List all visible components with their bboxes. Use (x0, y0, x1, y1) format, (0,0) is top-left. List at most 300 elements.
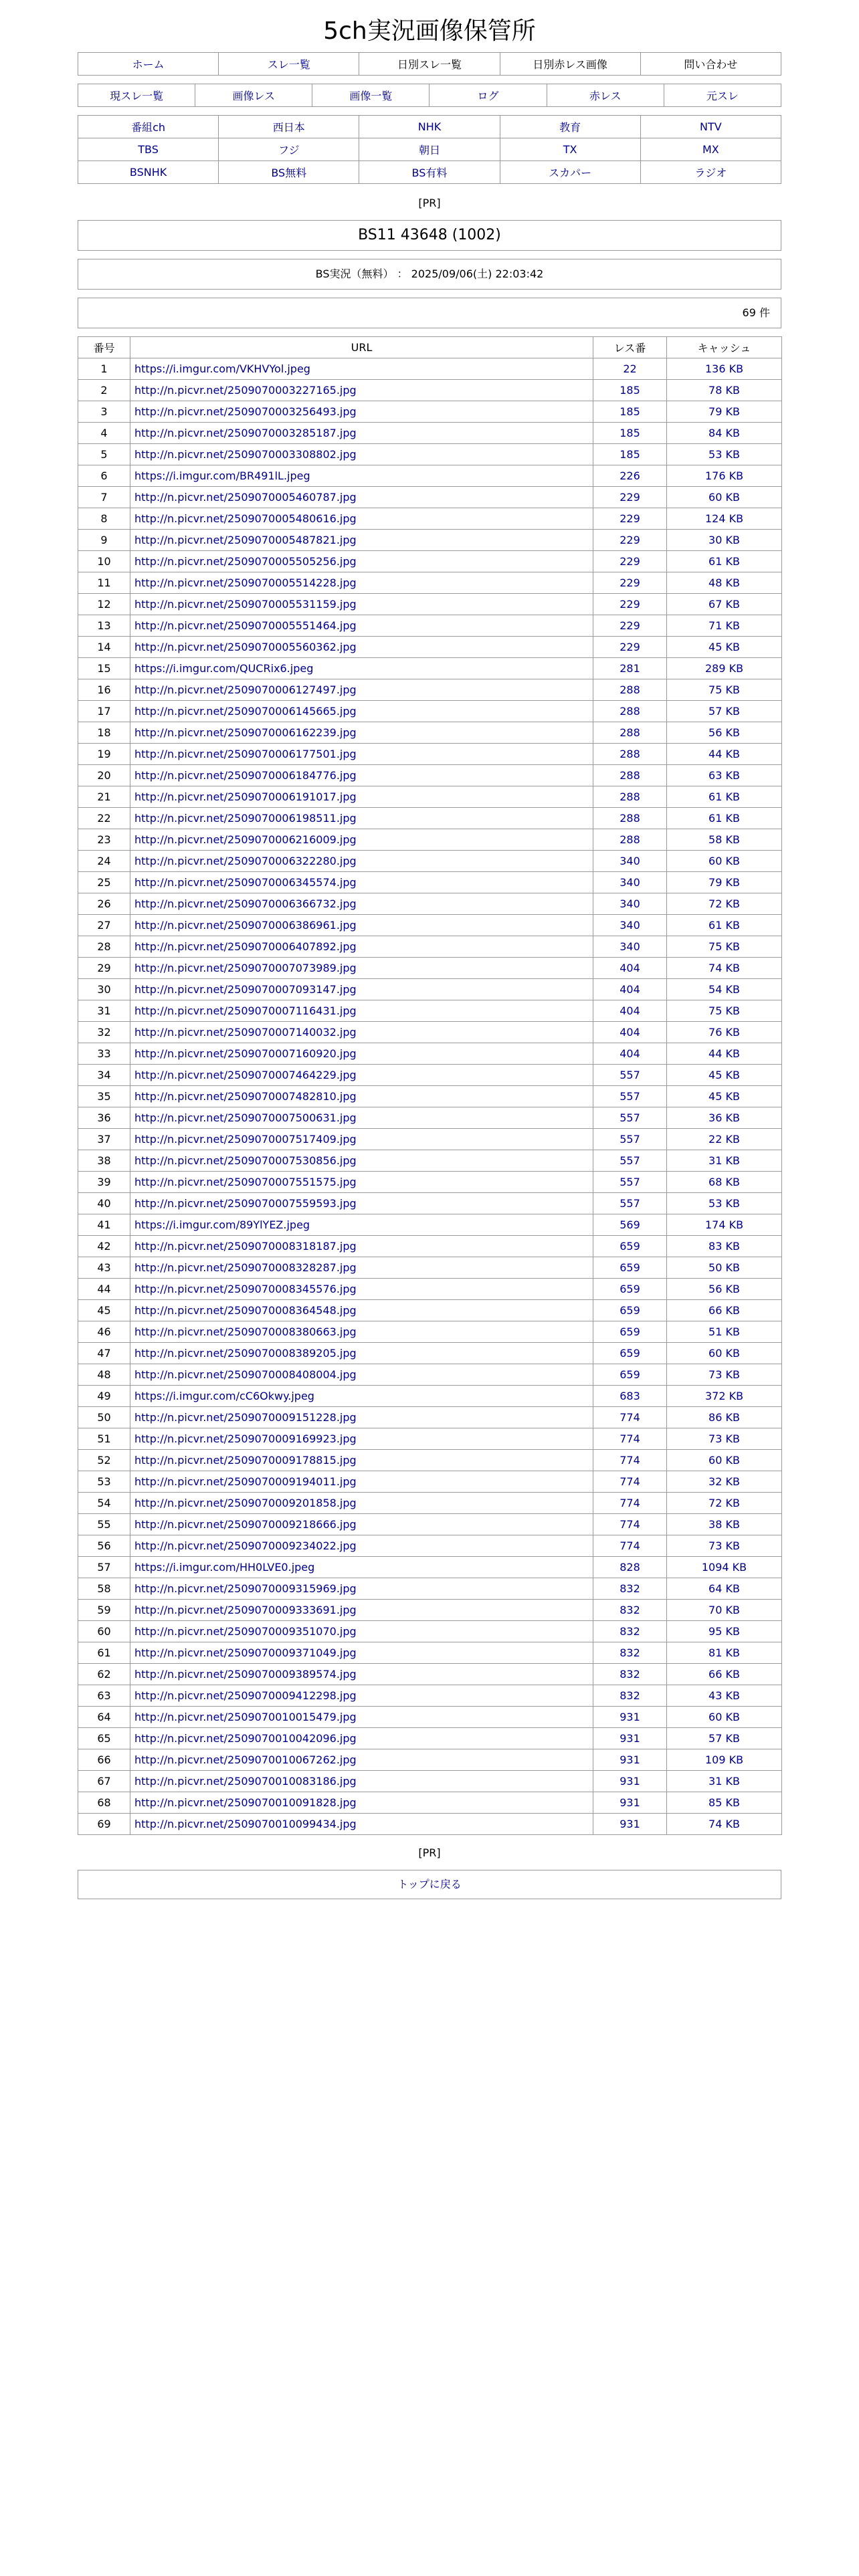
res-number-link[interactable]: 404 (619, 983, 640, 996)
channel-link[interactable]: TX (563, 143, 577, 156)
cache-link[interactable]: 85 KB (708, 1796, 740, 1809)
image-url-link[interactable]: http://n.picvr.net/2509070007482810.jpg (134, 1090, 357, 1103)
cache-link[interactable]: 31 KB (708, 1775, 740, 1788)
row-cache-cell (667, 936, 782, 958)
image-url-link[interactable]: http://n.picvr.net/2509070009333691.jpg (134, 1604, 357, 1616)
res-number-link[interactable]: 340 (619, 940, 640, 953)
secondary-nav-link[interactable]: 現スレ一覧 (110, 90, 164, 102)
image-url-link[interactable]: http://n.picvr.net/2509070009178815.jpg (134, 1454, 357, 1467)
res-number-link[interactable]: 832 (619, 1689, 640, 1702)
cache-link[interactable]: 74 KB (708, 962, 740, 974)
image-url-link[interactable]: http://n.picvr.net/2509070007116431.jpg (134, 1004, 357, 1017)
cache-link[interactable]: 66 KB (708, 1668, 740, 1681)
row-res-cell (593, 765, 667, 786)
cache-link[interactable]: 68 KB (708, 1176, 740, 1188)
cache-link[interactable]: 53 KB (708, 1197, 740, 1210)
image-url-link[interactable]: http://n.picvr.net/2509070010042096.jpg (134, 1732, 357, 1745)
image-url-link[interactable]: http://n.picvr.net/2509070009194011.jpg (134, 1475, 357, 1488)
res-number-link[interactable]: 288 (619, 748, 640, 760)
res-number-link[interactable]: 832 (619, 1668, 640, 1681)
res-number-link[interactable]: 828 (619, 1561, 640, 1574)
channel-link[interactable]: TBS (138, 143, 159, 156)
image-url-link[interactable]: http://n.picvr.net/2509070006145665.jpg (134, 705, 357, 718)
secondary-nav-link[interactable]: 画像一覧 (349, 90, 393, 102)
row-url-cell (130, 1428, 593, 1450)
cache-link[interactable]: 31 KB (708, 1154, 740, 1167)
image-url-link[interactable]: http://n.picvr.net/2509070010083186.jpg (134, 1775, 357, 1788)
row-res-cell (593, 936, 667, 958)
image-url-link[interactable]: http://n.picvr.net/2509070008328287.jpg (134, 1261, 357, 1274)
res-number-link[interactable]: 659 (619, 1261, 640, 1274)
res-number-link[interactable]: 557 (619, 1069, 640, 1081)
image-url-link[interactable]: http://n.picvr.net/2509070007073989.jpg (134, 962, 357, 974)
image-url-link[interactable]: http://n.picvr.net/2509070005531159.jpg (134, 598, 357, 611)
primary-nav-link[interactable]: ホーム (132, 58, 165, 71)
res-number-link[interactable]: 659 (619, 1240, 640, 1253)
cache-link[interactable]: 79 KB (708, 405, 740, 418)
cache-link[interactable]: 1094 KB (701, 1561, 747, 1574)
row-cache-cell (667, 1535, 782, 1557)
image-url-link[interactable]: http://n.picvr.net/2509070007093147.jpg (134, 983, 357, 996)
cache-link[interactable]: 73 KB (708, 1432, 740, 1445)
row-number: 18 (78, 722, 130, 744)
cache-link[interactable]: 75 KB (708, 940, 740, 953)
res-number-link[interactable]: 22 (623, 362, 637, 375)
cache-link[interactable]: 372 KB (704, 1390, 744, 1402)
res-number-link[interactable]: 557 (619, 1111, 640, 1124)
row-number: 11 (78, 572, 130, 594)
cache-link[interactable]: 45 KB (708, 641, 740, 653)
pr-top[interactable]: [PR] (418, 197, 441, 209)
row-cache-cell (667, 1129, 782, 1150)
res-number-link[interactable]: 281 (619, 662, 640, 675)
res-number-link[interactable]: 229 (619, 576, 640, 589)
res-number-link[interactable]: 404 (619, 962, 640, 974)
res-number-link[interactable]: 832 (619, 1625, 640, 1638)
cache-link[interactable]: 45 KB (708, 1069, 740, 1081)
cache-link[interactable]: 124 KB (704, 512, 744, 525)
res-number-link[interactable]: 774 (619, 1518, 640, 1531)
image-url-link[interactable]: http://n.picvr.net/2509070006322280.jpg (134, 855, 357, 867)
cache-link[interactable]: 43 KB (708, 1689, 740, 1702)
image-url-link[interactable]: http://n.picvr.net/2509070003256493.jpg (134, 405, 357, 418)
row-url-cell (130, 487, 593, 508)
row-number: 40 (78, 1193, 130, 1214)
image-url-link[interactable]: http://n.picvr.net/2509070008318187.jpg (134, 1240, 357, 1253)
primary-nav-link[interactable]: スレ一覧 (267, 58, 310, 71)
table-row (78, 444, 782, 465)
image-url-link[interactable]: https://i.imgur.com/QUCRix6.jpeg (134, 662, 314, 675)
row-url-cell (130, 423, 593, 444)
res-number-link[interactable]: 659 (619, 1304, 640, 1317)
image-url-link[interactable]: https://i.imgur.com/VKHVYol.jpeg (134, 362, 310, 375)
image-url-link[interactable]: http://n.picvr.net/2509070006184776.jpg (134, 769, 357, 782)
cache-link[interactable]: 44 KB (708, 1047, 740, 1060)
res-number-link[interactable]: 832 (619, 1604, 640, 1616)
image-url-link[interactable]: http://n.picvr.net/2509070009315969.jpg (134, 1582, 357, 1595)
image-url-link[interactable]: http://n.picvr.net/2509070006127497.jpg (134, 683, 357, 696)
cache-link[interactable]: 36 KB (708, 1111, 740, 1124)
cache-link[interactable]: 63 KB (708, 769, 740, 782)
image-url-link[interactable]: http://n.picvr.net/2509070006198511.jpg (134, 812, 357, 825)
cache-link[interactable]: 176 KB (704, 469, 744, 482)
res-number-link[interactable]: 774 (619, 1454, 640, 1467)
row-res-cell (593, 958, 667, 979)
res-number-link[interactable]: 404 (619, 1026, 640, 1039)
cache-link[interactable]: 57 KB (708, 705, 740, 718)
res-number-link[interactable]: 557 (619, 1154, 640, 1167)
secondary-nav-cell (430, 84, 547, 107)
res-number-link[interactable]: 774 (619, 1411, 640, 1424)
row-res-cell (593, 1343, 667, 1364)
image-url-link[interactable]: http://n.picvr.net/2509070005480616.jpg (134, 512, 357, 525)
channel-cell (640, 138, 781, 161)
channel-link[interactable]: スカパー (549, 167, 592, 179)
res-number-link[interactable]: 185 (619, 405, 640, 418)
cache-link[interactable]: 61 KB (708, 790, 740, 803)
cache-link[interactable]: 74 KB (708, 1818, 740, 1830)
row-url-cell (130, 1214, 593, 1236)
image-url-link[interactable]: http://n.picvr.net/2509070006345574.jpg (134, 876, 357, 889)
res-number-link[interactable]: 404 (619, 1047, 640, 1060)
cache-link[interactable]: 45 KB (708, 1090, 740, 1103)
header-res: レス番 (593, 337, 667, 358)
image-url-link[interactable]: http://n.picvr.net/2509070008345576.jpg (134, 1283, 357, 1295)
secondary-nav-link[interactable]: ログ (477, 90, 499, 102)
row-cache-cell (667, 1685, 782, 1707)
res-number-link[interactable]: 659 (619, 1347, 640, 1360)
image-url-link[interactable]: http://n.picvr.net/2509070006407892.jpg (134, 940, 357, 953)
cache-link[interactable]: 75 KB (708, 1004, 740, 1017)
image-url-link[interactable]: http://n.picvr.net/2509070008408004.jpg (134, 1368, 357, 1381)
row-cache-cell (667, 1343, 782, 1364)
image-url-link[interactable]: http://n.picvr.net/2509070005560362.jpg (134, 641, 357, 653)
image-url-link[interactable]: http://n.picvr.net/2509070005487821.jpg (134, 534, 357, 546)
cache-link[interactable]: 109 KB (704, 1753, 744, 1766)
image-url-link[interactable]: http://n.picvr.net/2509070009169923.jpg (134, 1432, 357, 1445)
image-url-link[interactable]: http://n.picvr.net/2509070008389205.jpg (134, 1347, 357, 1360)
res-number-link[interactable]: 288 (619, 812, 640, 825)
res-number-link[interactable]: 569 (619, 1218, 640, 1231)
table-row (78, 936, 782, 958)
channel-row (78, 138, 781, 161)
table-row (78, 744, 782, 765)
cache-link[interactable]: 79 KB (708, 876, 740, 889)
res-number-link[interactable]: 832 (619, 1582, 640, 1595)
res-number-link[interactable]: 774 (619, 1475, 640, 1488)
res-number-link[interactable]: 288 (619, 705, 640, 718)
channel-cell (359, 161, 500, 184)
channel-link[interactable]: BS有料 (411, 167, 448, 179)
res-number-link[interactable]: 931 (619, 1775, 640, 1788)
row-res-cell (593, 1214, 667, 1236)
res-number-link[interactable]: 340 (619, 897, 640, 910)
cache-link[interactable]: 53 KB (708, 448, 740, 461)
row-number: 59 (78, 1600, 130, 1621)
cache-link[interactable]: 81 KB (708, 1646, 740, 1659)
cache-link[interactable]: 72 KB (708, 897, 740, 910)
channel-link[interactable]: 朝日 (418, 144, 440, 156)
cache-link[interactable]: 289 KB (704, 662, 744, 675)
res-number-link[interactable]: 340 (619, 876, 640, 889)
primary-nav-label[interactable]: 日別スレ一覧 (397, 58, 462, 71)
row-number: 16 (78, 679, 130, 701)
row-res-cell (593, 1728, 667, 1749)
image-url-link[interactable]: http://n.picvr.net/2509070009218666.jpg (134, 1518, 357, 1531)
table-row (78, 1257, 782, 1279)
row-url-cell (130, 786, 593, 808)
res-number-link[interactable]: 226 (619, 469, 640, 482)
primary-nav-cell (359, 53, 500, 76)
cache-link[interactable]: 73 KB (708, 1539, 740, 1552)
cache-link[interactable]: 66 KB (708, 1304, 740, 1317)
cache-link[interactable]: 56 KB (708, 1283, 740, 1295)
image-url-link[interactable]: http://n.picvr.net/2509070003308802.jpg (134, 448, 357, 461)
row-number: 43 (78, 1257, 130, 1279)
res-number-link[interactable]: 229 (619, 555, 640, 568)
image-url-link[interactable]: http://n.picvr.net/2509070006386961.jpg (134, 919, 357, 932)
row-cache-cell (667, 1450, 782, 1471)
image-url-link[interactable]: http://n.picvr.net/2509070007530856.jpg (134, 1154, 357, 1167)
pr-bottom[interactable]: [PR] (418, 1846, 441, 1859)
row-cache-cell (667, 1621, 782, 1642)
site-title: 5ch実況画像保管所 (323, 17, 536, 45)
table-row (78, 1043, 782, 1065)
channel-link[interactable]: BSNHK (129, 166, 167, 179)
res-number-link[interactable]: 557 (619, 1090, 640, 1103)
image-url-link[interactable]: http://n.picvr.net/2509070005514228.jpg (134, 576, 357, 589)
cache-link[interactable]: 22 KB (708, 1133, 740, 1146)
image-url-link[interactable]: http://n.picvr.net/2509070007551575.jpg (134, 1176, 357, 1188)
row-url-cell (130, 1514, 593, 1535)
image-url-link[interactable]: http://n.picvr.net/2509070005551464.jpg (134, 619, 357, 632)
cache-link[interactable]: 58 KB (708, 833, 740, 846)
cache-link[interactable]: 57 KB (708, 1732, 740, 1745)
res-number-link[interactable]: 340 (619, 855, 640, 867)
channel-cell (640, 116, 781, 138)
cache-link[interactable]: 56 KB (708, 726, 740, 739)
channel-link[interactable]: NTV (700, 120, 722, 133)
header-num: 番号 (78, 337, 130, 358)
table-row (78, 1664, 782, 1685)
res-number-link[interactable]: 659 (619, 1368, 640, 1381)
back-to-top-link[interactable]: トップに戻る (397, 1878, 462, 1891)
image-url-link[interactable]: https://i.imgur.com/HH0LVE0.jpeg (134, 1561, 315, 1574)
row-res-cell (593, 444, 667, 465)
res-number-link[interactable]: 229 (619, 598, 640, 611)
cache-link[interactable]: 78 KB (708, 384, 740, 397)
res-number-link[interactable]: 557 (619, 1133, 640, 1146)
res-number-link[interactable]: 229 (619, 641, 640, 653)
res-number-link[interactable]: 683 (619, 1390, 640, 1402)
cache-link[interactable]: 84 KB (708, 427, 740, 439)
secondary-nav-cell (78, 84, 195, 107)
secondary-nav-link[interactable]: 元スレ (706, 90, 739, 102)
image-url-link[interactable]: http://n.picvr.net/2509070010067262.jpg (134, 1753, 357, 1766)
cache-link[interactable]: 60 KB (708, 1711, 740, 1723)
row-cache-cell (667, 423, 782, 444)
channel-row (78, 116, 781, 138)
row-cache-cell (667, 358, 782, 380)
res-number-link[interactable]: 557 (619, 1197, 640, 1210)
image-url-link[interactable]: http://n.picvr.net/2509070009389574.jpg (134, 1668, 357, 1681)
image-url-link[interactable]: https://i.imgur.com/BR491lL.jpeg (134, 469, 310, 482)
cache-link[interactable]: 95 KB (708, 1625, 740, 1638)
image-url-link[interactable]: http://n.picvr.net/2509070007140032.jpg (134, 1026, 357, 1039)
res-number-link[interactable]: 288 (619, 790, 640, 803)
cache-link[interactable]: 64 KB (708, 1582, 740, 1595)
image-url-link[interactable]: http://n.picvr.net/2509070003285187.jpg (134, 427, 357, 439)
row-url-cell (130, 444, 593, 465)
row-url-cell (130, 744, 593, 765)
row-url-cell (130, 1450, 593, 1471)
row-cache-cell (667, 1065, 782, 1086)
image-url-link[interactable]: http://n.picvr.net/2509070008380663.jpg (134, 1325, 357, 1338)
image-url-link[interactable]: http://n.picvr.net/2509070007517409.jpg (134, 1133, 357, 1146)
channel-cell (500, 116, 640, 138)
row-cache-cell (667, 1664, 782, 1685)
row-res-cell (593, 1150, 667, 1172)
image-url-link[interactable]: http://n.picvr.net/2509070007500631.jpg (134, 1111, 357, 1124)
res-number-link[interactable]: 229 (619, 619, 640, 632)
res-number-link[interactable]: 931 (619, 1818, 640, 1830)
res-number-link[interactable]: 288 (619, 833, 640, 846)
channel-link[interactable]: NHK (417, 120, 442, 133)
image-url-link[interactable]: http://n.picvr.net/2509070008364548.jpg (134, 1304, 357, 1317)
cache-link[interactable]: 51 KB (708, 1325, 740, 1338)
cache-link[interactable]: 30 KB (708, 534, 740, 546)
cache-link[interactable]: 54 KB (708, 983, 740, 996)
cache-link[interactable]: 71 KB (708, 619, 740, 632)
res-number-link[interactable]: 404 (619, 1004, 640, 1017)
image-url-link[interactable]: http://n.picvr.net/2509070005505256.jpg (134, 555, 357, 568)
res-number-link[interactable]: 185 (619, 448, 640, 461)
image-url-link[interactable]: http://n.picvr.net/2509070006216009.jpg (134, 833, 357, 846)
cache-link[interactable]: 70 KB (708, 1604, 740, 1616)
channel-link[interactable]: 西日本 (272, 121, 305, 134)
secondary-nav-link[interactable]: 赤レス (589, 90, 622, 102)
channel-link[interactable]: 教育 (559, 121, 581, 134)
cache-link[interactable]: 50 KB (708, 1261, 740, 1274)
cache-link[interactable]: 73 KB (708, 1368, 740, 1381)
image-url-link[interactable]: http://n.picvr.net/2509070009371049.jpg (134, 1646, 357, 1659)
table-row (78, 872, 782, 893)
cache-link[interactable]: 83 KB (708, 1240, 740, 1253)
cache-link[interactable]: 60 KB (708, 1454, 740, 1467)
cache-link[interactable]: 32 KB (708, 1475, 740, 1488)
res-number-link[interactable]: 774 (619, 1539, 640, 1552)
res-number-link[interactable]: 557 (619, 1176, 640, 1188)
cache-link[interactable]: 76 KB (708, 1026, 740, 1039)
cache-link[interactable]: 136 KB (704, 362, 744, 375)
cache-link[interactable]: 48 KB (708, 576, 740, 589)
res-number-link[interactable]: 288 (619, 726, 640, 739)
row-number: 38 (78, 1150, 130, 1172)
channel-link[interactable]: ラジオ (694, 167, 727, 179)
res-number-link[interactable]: 931 (619, 1753, 640, 1766)
channel-link[interactable]: 番組ch (131, 121, 166, 134)
cache-link[interactable]: 44 KB (708, 748, 740, 760)
res-number-link[interactable]: 659 (619, 1283, 640, 1295)
res-number-link[interactable]: 931 (619, 1796, 640, 1809)
image-url-link[interactable]: http://n.picvr.net/2509070009201858.jpg (134, 1497, 357, 1509)
image-url-link[interactable]: http://n.picvr.net/2509070006366732.jpg (134, 897, 357, 910)
res-number-link[interactable]: 288 (619, 769, 640, 782)
image-url-link[interactable]: http://n.picvr.net/2509070006177501.jpg (134, 748, 357, 760)
res-number-link[interactable]: 931 (619, 1711, 640, 1723)
row-number: 47 (78, 1343, 130, 1364)
channel-link[interactable]: BS無料 (271, 167, 307, 179)
res-number-link[interactable]: 185 (619, 427, 640, 439)
cache-link[interactable]: 86 KB (708, 1411, 740, 1424)
res-number-link[interactable]: 931 (619, 1732, 640, 1745)
image-url-link[interactable]: http://n.picvr.net/2509070006162239.jpg (134, 726, 357, 739)
channel-link[interactable]: フジ (278, 144, 300, 156)
res-number-link[interactable]: 659 (619, 1325, 640, 1338)
image-url-link[interactable]: http://n.picvr.net/2509070009351070.jpg (134, 1625, 357, 1638)
image-url-link[interactable]: http://n.picvr.net/2509070009234022.jpg (134, 1539, 357, 1552)
row-number: 2 (78, 380, 130, 401)
res-number-link[interactable]: 185 (619, 384, 640, 397)
row-url-cell (130, 1000, 593, 1022)
image-url-link[interactable]: http://n.picvr.net/2509070007559593.jpg (134, 1197, 357, 1210)
res-number-link[interactable]: 340 (619, 919, 640, 932)
res-number-link[interactable]: 229 (619, 534, 640, 546)
res-number-link[interactable]: 229 (619, 491, 640, 504)
cache-link[interactable]: 61 KB (708, 555, 740, 568)
cache-link[interactable]: 61 KB (708, 812, 740, 825)
image-url-link[interactable]: http://n.picvr.net/2509070010091828.jpg (134, 1796, 357, 1809)
row-url-cell (130, 572, 593, 594)
image-url-link[interactable]: https://i.imgur.com/cC6Okwy.jpeg (134, 1390, 314, 1402)
image-url-link[interactable]: http://n.picvr.net/2509070009151228.jpg (134, 1411, 357, 1424)
res-number-link[interactable]: 774 (619, 1497, 640, 1509)
primary-nav-label[interactable]: 日別赤レス画像 (533, 58, 607, 71)
cache-link[interactable]: 38 KB (708, 1518, 740, 1531)
image-url-link[interactable]: http://n.picvr.net/2509070007160920.jpg (134, 1047, 357, 1060)
res-number-link[interactable]: 774 (619, 1432, 640, 1445)
row-url-cell (130, 1664, 593, 1685)
cache-link[interactable]: 174 KB (704, 1218, 744, 1231)
res-number-link[interactable]: 832 (619, 1646, 640, 1659)
row-number: 14 (78, 637, 130, 658)
row-url-cell (130, 1236, 593, 1257)
image-url-link[interactable]: http://n.picvr.net/2509070009412298.jpg (134, 1689, 357, 1702)
cache-link[interactable]: 60 KB (708, 855, 740, 867)
image-url-link[interactable]: http://n.picvr.net/2509070010099434.jpg (134, 1818, 357, 1830)
cache-link[interactable]: 72 KB (708, 1497, 740, 1509)
cache-link[interactable]: 61 KB (708, 919, 740, 932)
res-number-link[interactable]: 229 (619, 512, 640, 525)
res-number-link[interactable]: 288 (619, 683, 640, 696)
image-url-link[interactable]: http://n.picvr.net/2509070007464229.jpg (134, 1069, 357, 1081)
image-url-link[interactable]: http://n.picvr.net/2509070006191017.jpg (134, 790, 357, 803)
row-res-cell (593, 1022, 667, 1043)
cache-link[interactable]: 67 KB (708, 598, 740, 611)
cache-link[interactable]: 75 KB (708, 683, 740, 696)
image-url-link[interactable]: http://n.picvr.net/2509070005460787.jpg (134, 491, 357, 504)
secondary-nav-link[interactable]: 画像レス (232, 90, 275, 102)
primary-nav-label[interactable]: 問い合わせ (684, 58, 738, 71)
image-url-link[interactable]: https://i.imgur.com/89YlYEZ.jpeg (134, 1218, 310, 1231)
channel-link[interactable]: MX (702, 143, 719, 156)
cache-link[interactable]: 60 KB (708, 491, 740, 504)
cache-link[interactable]: 60 KB (708, 1347, 740, 1360)
image-url-link[interactable]: http://n.picvr.net/2509070010015479.jpg (134, 1711, 357, 1723)
table-row (78, 1129, 782, 1150)
row-number: 20 (78, 765, 130, 786)
image-url-link[interactable]: http://n.picvr.net/2509070003227165.jpg (134, 384, 357, 397)
